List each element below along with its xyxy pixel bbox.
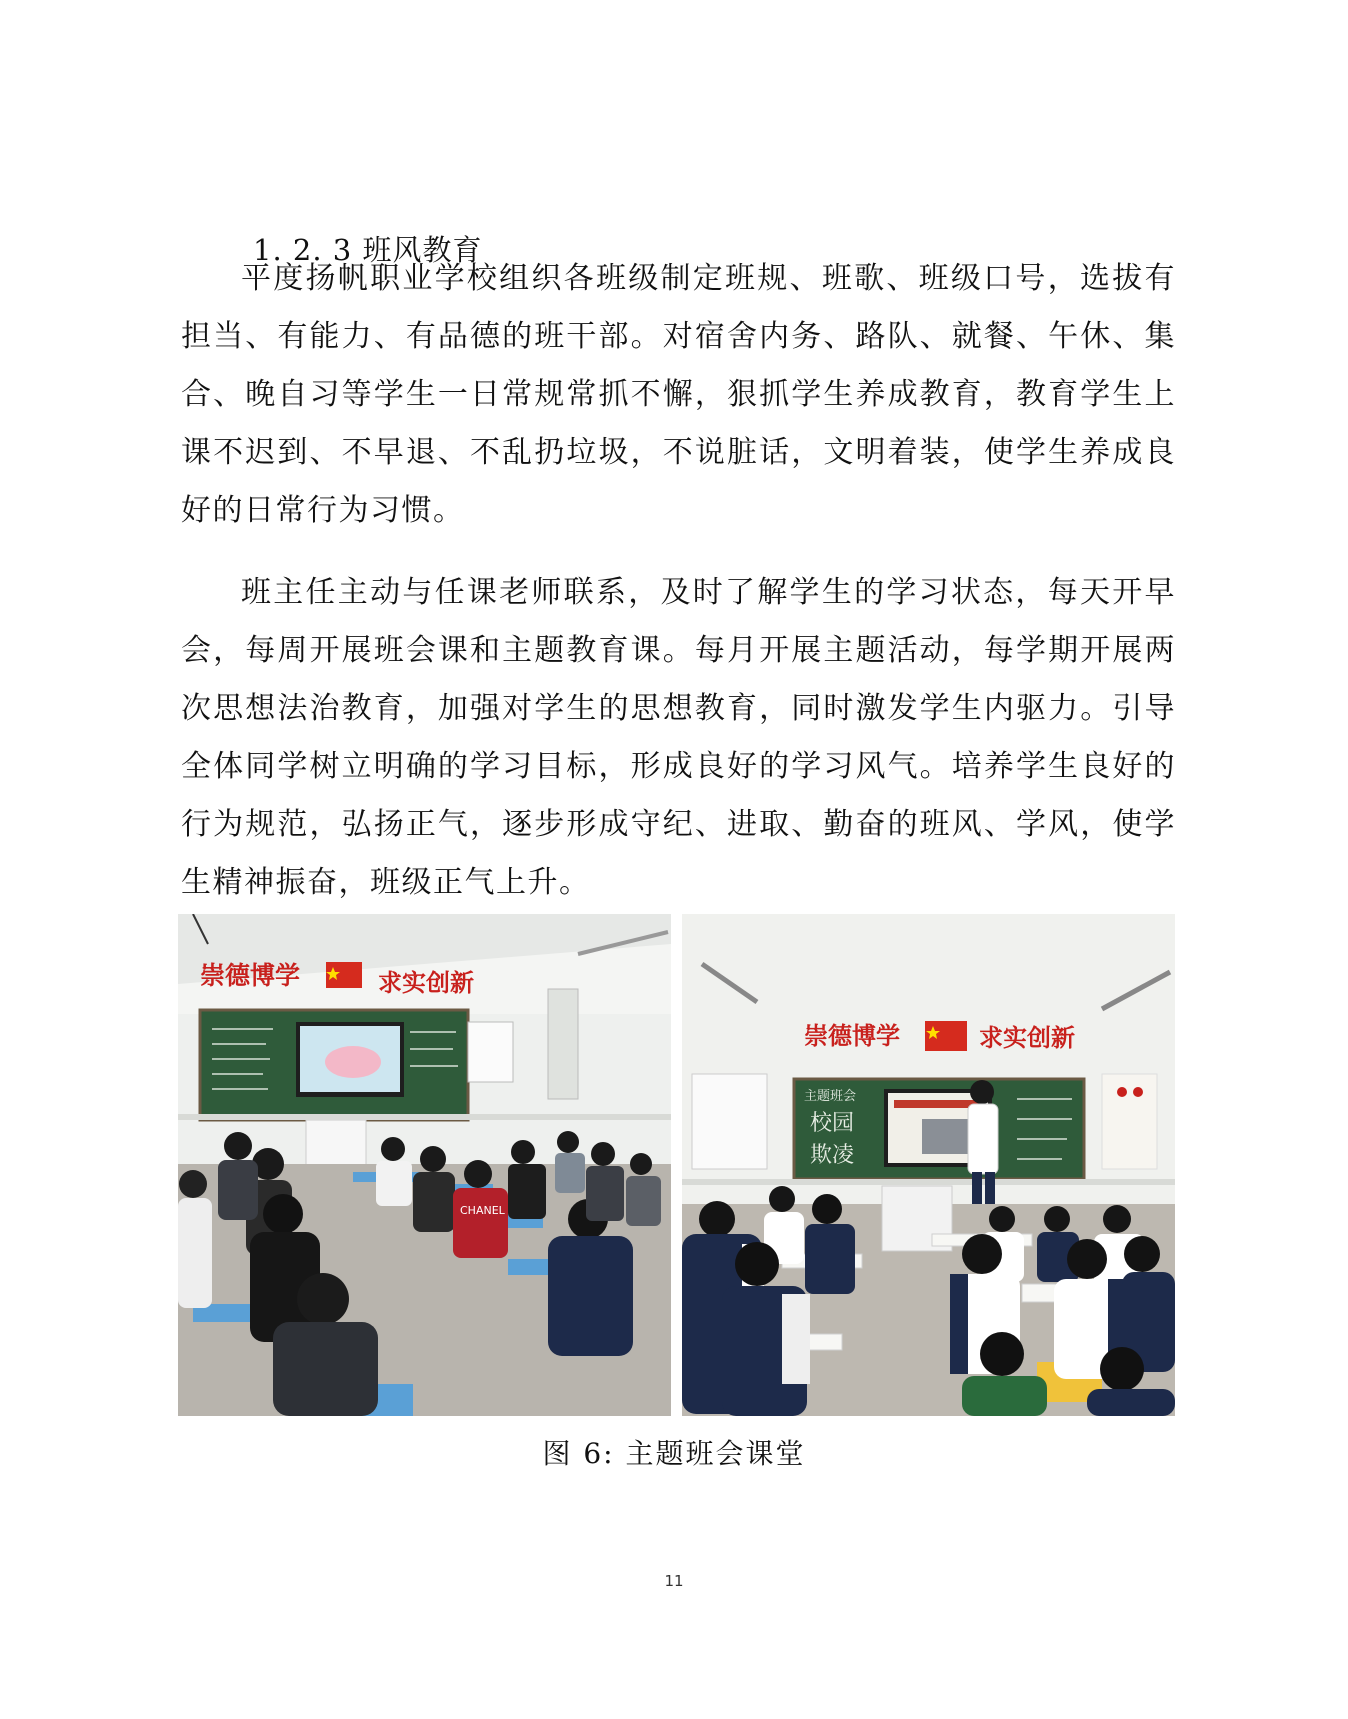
section-heading: 1. 2. 3 班风教育 <box>253 233 483 267</box>
board-text-line2: 校园 <box>810 1111 855 1136</box>
paragraph-head-teacher: 班主任主动与任课老师联系，及时了解学生的学习状态，每天开早会，每周开展班会课和主题教育课。每月开展主题活动，每学期开展两次思想法治教育，加强对学生的思想教育，同时激发学生内驱力。引导全体同学树立明确的学习目标，形成良好的学习风气。培养学生良好的行为规范，弘扬正气，逐步形成守纪、进取、勤奋的班风、学风，使学生精神振奋，班级正气上升。 <box>181 575 1176 900</box>
slogan-left-text-2: 崇德博学 <box>804 1022 900 1050</box>
figure-caption: 图 6: 主题班会课堂 <box>542 1437 806 1470</box>
page-number: 11 <box>664 1572 684 1590</box>
board-text-line3: 欺凌 <box>810 1143 855 1168</box>
classroom-photo-left <box>178 914 671 1416</box>
board-text-line1: 主题班会 <box>804 1089 857 1104</box>
classroom-photo-right-illustration <box>682 914 1175 1416</box>
classroom-photo-left-illustration <box>178 914 671 1416</box>
slogan-right-text-2: 求实创新 <box>979 1024 1075 1052</box>
classroom-photo-right <box>682 914 1175 1416</box>
slogan-left-text: 崇德博学 <box>200 961 301 990</box>
slogan-right-text: 求实创新 <box>378 969 474 997</box>
paragraph-class-rules: 平度扬帆职业学校组织各班级制定班规、班歌、班级口号，选拔有担当、有能力、有品德的班干部。对宿舍内务、路队、就餐、午休、集合、晚自习等学生一日常规常抓不懈，狠抓学生养成教育，教育学生上课不迟到、不早退、不乱扔垃圾，不说脏话，文明着装，使学生养成良好的日常行为习惯。 <box>181 261 1176 528</box>
shirt-text: CHANEL <box>460 1204 505 1217</box>
